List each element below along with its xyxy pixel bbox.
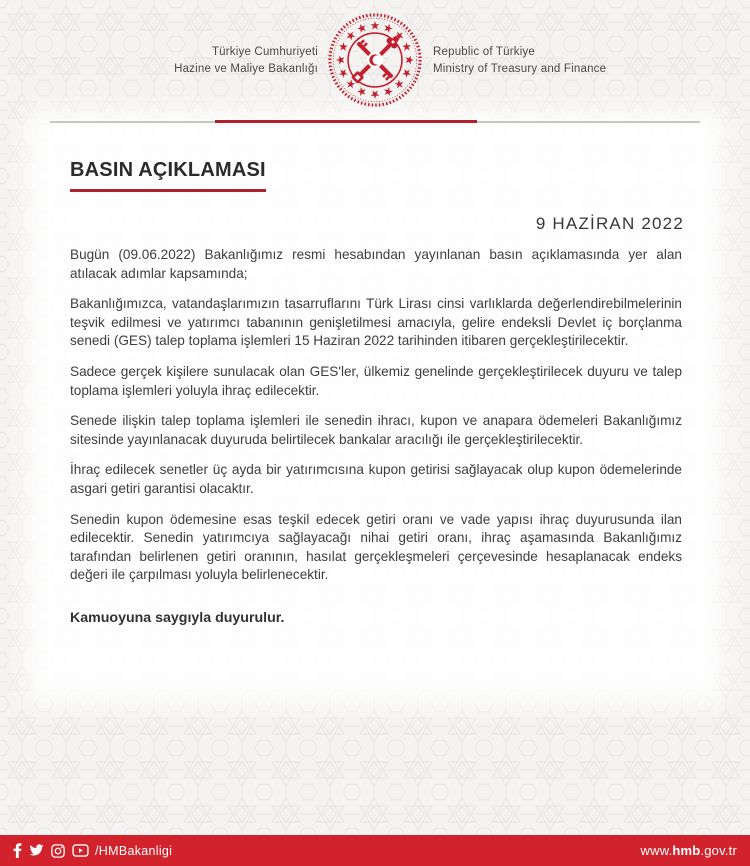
release-date: 9 HAZİRAN 2022 bbox=[535, 214, 684, 233]
paragraph: Bugün (09.06.2022) Bakanlığımız resmi hesabından yayınlanan basın açıklamasında yer alan atılacak adımlar kapsamında; bbox=[70, 247, 682, 281]
paragraph: Senedin kupon ödemesine esas teşkil edecek getiri oranı ve vade yapısı ihraç duyurusunda ilan edilecektir. Senedin yatırımcıya sağlayacağı nihai getiri oranı, ihraç aşamasında Bakanlığımız tarafından belirlenen getiri oranının, hasılat gerçekleşmeleri çerçevesinde hesaplanacak endeks değeri ile çarpılması yoluyla belirlenecektir. bbox=[70, 511, 682, 583]
footer-bar bbox=[0, 835, 750, 866]
org-name-english bbox=[433, 44, 606, 78]
website-suffix: .gov.tr bbox=[700, 843, 737, 858]
website-bold: hmb bbox=[672, 843, 701, 858]
press-release-body bbox=[70, 246, 682, 640]
closing-statement: Kamuoyuna saygıyla duyurulur. bbox=[70, 609, 285, 626]
website-prefix: www. bbox=[640, 843, 673, 858]
org-name-tr-line2: Hazine ve Maliye Bakanlığı bbox=[174, 63, 318, 75]
social-links bbox=[13, 843, 172, 858]
paragraph: İhraç edilecek senetler üç ayda bir yatırımcısına kupon getirisi sağlayacak olup kupon ödemelerinde asgari getiri garantisi olacaktır. bbox=[70, 462, 682, 496]
instagram-icon[interactable] bbox=[51, 844, 65, 858]
org-name-turkish bbox=[174, 44, 318, 78]
org-name-tr-line1: Türkiye Cumhuriyeti bbox=[211, 46, 318, 58]
paragraph: Senede ilişkin talep toplama işlemleri ile senedin ihracı, kupon ve anapara ödemeleri Bakanlığımız sitesinde yayınlanacak duyuruda belirtilecek bankalar aracılığı ile gerçekleştirilecektir. bbox=[70, 413, 682, 447]
youtube-icon[interactable] bbox=[72, 844, 89, 857]
facebook-icon[interactable] bbox=[13, 843, 22, 858]
social-handle-link[interactable]: /HMBakanligi bbox=[95, 843, 173, 858]
paragraph: Bakanlığımızca, vatandaşlarımızın tasarruflarını Türk Lirası cinsi varlıklarda değerlendirebilmelerinin teşvik edilmesi ve yatırımcı tabanının genişletilmesi amacıyla, gelire endeksli Devlet iç borçlanma senedi (GES) talep toplama işlemleri 15 Haziran 2022 tarihinden itibaren gerçekleştirilecektir. bbox=[70, 296, 682, 349]
ministry-emblem bbox=[326, 11, 424, 109]
website-link[interactable] bbox=[641, 843, 737, 858]
page-title: BASIN AÇIKLAMASI bbox=[70, 159, 266, 192]
org-name-en-line1: Republic of Türkiye bbox=[433, 46, 536, 58]
twitter-icon[interactable] bbox=[29, 844, 44, 857]
header-divider-accent bbox=[215, 120, 477, 123]
paragraph: Sadece gerçek kişilere sunulacak olan GES'ler, ülkemiz genelinde gerçekleştirilecek duyuru ve talep toplama işlemleri yoluyla ihraç edilecektir. bbox=[70, 363, 682, 398]
org-name-en-line2: Ministry of Treasury and Finance bbox=[433, 63, 607, 75]
